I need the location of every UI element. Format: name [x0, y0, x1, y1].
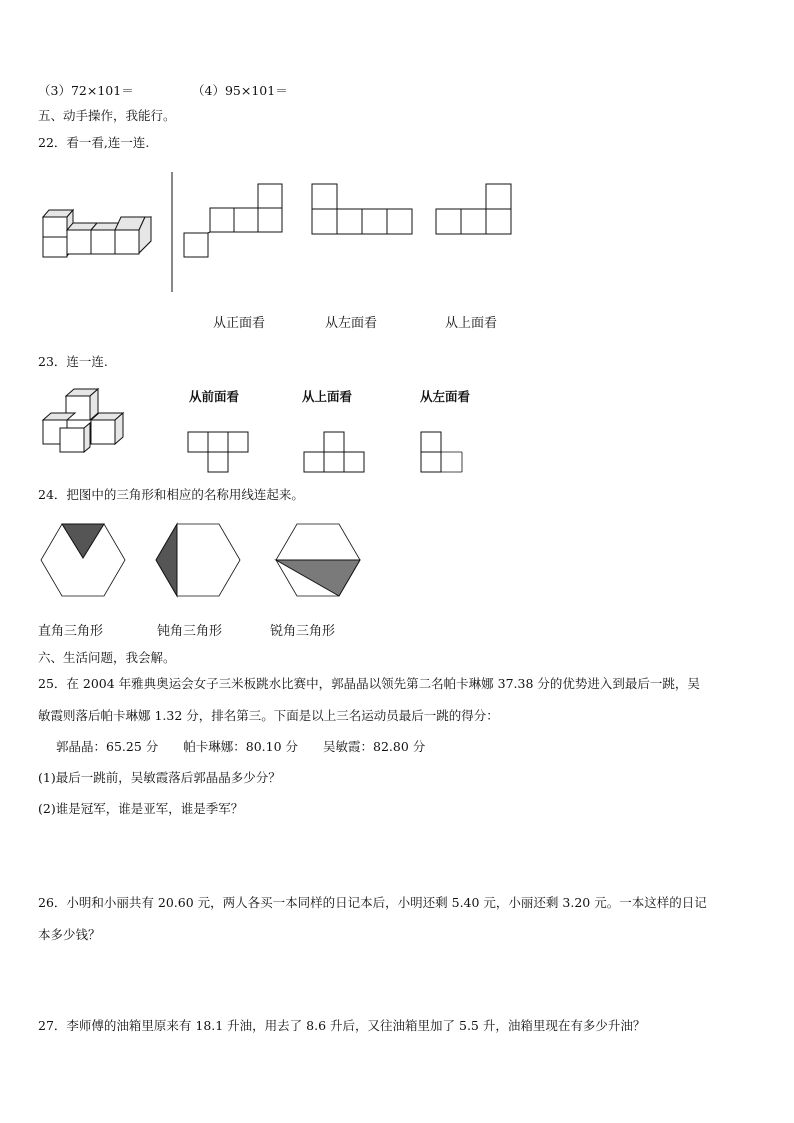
q22-label-left: 从左面看: [325, 316, 378, 331]
q26-text-line1: 26．小明和小丽共有 20.60 元，两人各买一本同样的日记本后，小明还剩 5.40 元，小丽还剩 3.20 元。一本这样的日记: [38, 895, 707, 910]
q24-label-right: 直角三角形: [38, 624, 104, 639]
q23-view-top: [303, 431, 369, 475]
q25-sub1: (1)最后一跳前，吴敏霞落后郭晶晶多少分？: [38, 770, 281, 785]
q26-text-line2: 本多少钱？: [38, 927, 101, 942]
q23-label-left: 从左面看: [420, 389, 471, 404]
section-6-heading: 六、生活问题，我会解。: [38, 650, 176, 665]
q22-label-front: 从正面看: [213, 316, 266, 331]
q23-title: 23．连一连.: [38, 354, 108, 369]
q24-label-obtuse: 钝角三角形: [157, 624, 223, 639]
q24-label-acute: 锐角三角形: [270, 624, 336, 639]
q23-label-front: 从前面看: [189, 389, 240, 404]
q23-view-front: [187, 431, 253, 475]
q22-divider-line: [170, 172, 174, 292]
q25-text-line1: 25．在 2004 年雅典奥运会女子三米板跳水比赛中，郭晶晶以领先第二名帕卡琳娜 37.38 分的优势进入到最后一跳，吴: [38, 676, 700, 691]
q24-title: 24．把图中的三角形和相应的名称用线连起来。: [38, 487, 304, 502]
q27-text-line1: 27．李师傅的油箱里原来有 18.1 升油，用去了 8.6 升后，又往油箱里加了 5.5 升，油箱里现在有多少升油？: [38, 1018, 646, 1033]
q22-view-b: [311, 183, 415, 237]
section-5-heading: 五、动手操作，我能行。: [38, 108, 176, 123]
q24-hexagon-2: [155, 522, 243, 598]
q23-view-left: [420, 431, 466, 475]
q24-hexagon-3: [275, 522, 363, 598]
q25-text-line2: 敏霞则落后帕卡琳娜 1.32 分，排名第三。下面是以上三名运动员最后一跳的得分：: [38, 708, 499, 723]
q24-hexagon-1: [40, 522, 128, 598]
q22-view-a: [183, 183, 285, 261]
q23-3d-solid: [42, 388, 142, 456]
q22-label-top: 从上面看: [445, 316, 498, 331]
q22-3d-solid: [40, 205, 155, 261]
q23-label-top: 从上面看: [302, 389, 353, 404]
q25-sub2: (2)谁是冠军，谁是亚军，谁是季军？: [38, 801, 244, 816]
q22-view-c: [435, 183, 515, 237]
q22-title: 22．看一看,连一连.: [38, 135, 150, 150]
q25-scores: 郭晶晶：65.25 分 帕卡琳娜：80.10 分 吴敏霞：82.80 分: [56, 739, 426, 754]
calc-item-4: （4）95×101＝: [192, 83, 288, 98]
calc-item-3: （3）72×101＝: [38, 83, 134, 98]
